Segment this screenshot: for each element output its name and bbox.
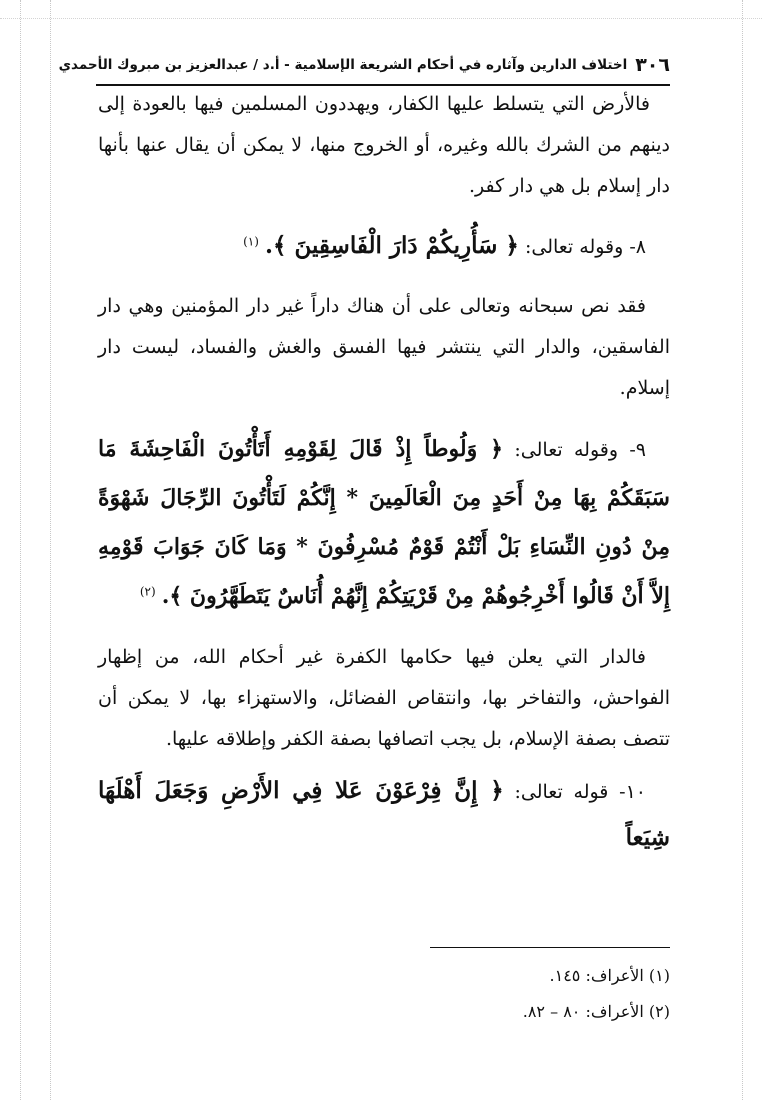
item-9-footnote-ref: (٢) — [139, 584, 156, 599]
item-8-footnote-ref: (١) — [243, 234, 259, 249]
paragraph-1: فالأرض التي يتسلط عليها الكفار، ويهددون المسلمين فيها بالعودة إلى دينهم من الشرك بالله وغيره، أو الخروج منها، لا يمكن أن يقال عنها بأنها دار إسلام بل هي دار كفر. — [98, 93, 670, 197]
item-9-label: ٩- وقوله تعالى: — [514, 439, 646, 461]
page-number: ٣٠٦ — [635, 54, 670, 76]
main-text — [98, 84, 670, 862]
page-header — [58, 48, 670, 82]
paragraph-3: فالدار التي يعلن فيها حكامها الكفرة غير أحكام الله، من إظهار الفواحش، والتفاخر بها، وانتقاص الفضائل، والاستهزاء بها، لا يمكن أن تتصف بصفة الإسلام، بل يجب اتصافها بصفة الكفر وإطلاقه عليها. — [98, 646, 670, 750]
item-10 — [98, 768, 670, 862]
footnote-separator — [430, 947, 670, 948]
scan-guide-top — [0, 18, 762, 19]
item-8-label: ٨- وقوله تعالى: — [524, 236, 646, 258]
scan-guide-left-inner — [50, 0, 51, 1100]
item-10-verse: ﴿ إِنَّ فِرْعَوْنَ عَلا فِي الأَرْضِ وَجَعَلَ أَهْلَهَا شِيَعاً — [98, 777, 670, 851]
scan-guide-right — [742, 0, 743, 1100]
item-8 — [98, 223, 670, 270]
scan-guide-left — [20, 0, 21, 1100]
footnotes — [98, 958, 670, 1030]
item-9 — [98, 425, 670, 621]
item-8-verse: ﴿ سَأُرِيكُمْ دَارَ الْفَاسِقِينَ ﴾. — [264, 232, 519, 259]
item-9-verse: ﴿ وَلُوطاً إِذْ قَالَ لِقَوْمِهِ أَتَأْتُونَ الْفَاحِشَةَ مَا سَبَقَكُمْ بِهَا مِنْ أَحَدٍ مِنَ الْعَالَمِينَ * إِنَّكُمْ لَتَأْتُونَ الرِّجَالَ شَهْوَةً مِنْ دُونِ النِّسَاءِ بَلْ أَنْتُمْ قَوْمٌ مُسْرِفُونَ * وَمَا كَانَ جَوَابَ قَوْمِهِ إِلاَّ أَنْ قَالُوا أَخْرِجُوهُمْ مِنْ قَرْيَتِكُمْ إِنَّهُمْ أُنَاسٌ يَتَطَهَّرُونَ ﴾. — [98, 436, 670, 609]
paragraph-2: فقد نص سبحانه وتعالى على أن هناك داراً غير دار المؤمنين وهي دار الفاسقين، والدار التي ينتشر فيها الفسق والغش والفساد، ليست دار إسلام. — [98, 295, 670, 399]
footnote-1: (١) الأعراف: ١٤٥. — [549, 966, 670, 985]
footnote-2: (٢) الأعراف: ٨٠ – ٨٢. — [522, 1002, 670, 1021]
item-10-label: ١٠- قوله تعالى: — [514, 781, 647, 803]
running-title: اختلاف الدارين وآثاره في أحكام الشريعة الإسلامية - أ.د / عبدالعزيز بن مبروك الأحمدي — [58, 57, 628, 73]
